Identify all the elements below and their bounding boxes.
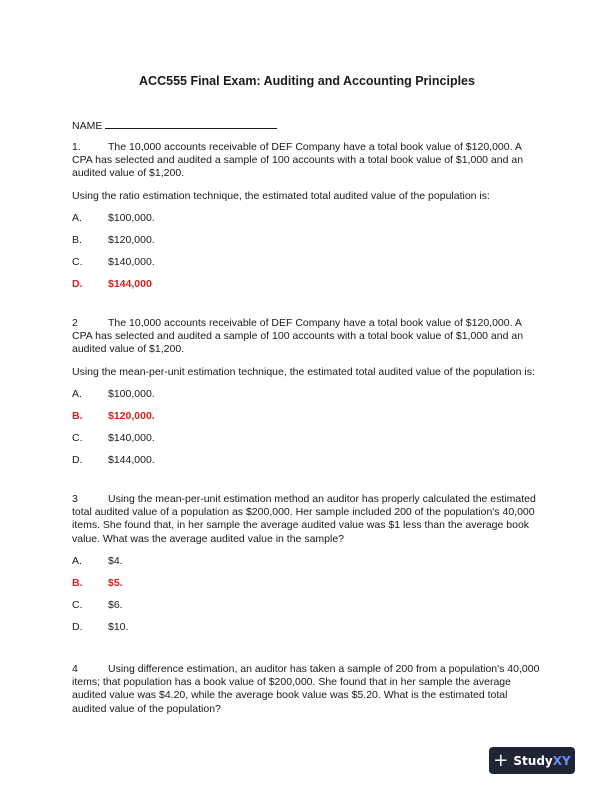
option-letter: B.	[72, 409, 83, 422]
answer-option-d-correct	[72, 278, 542, 300]
answer-option-a	[72, 555, 542, 577]
option-letter: C.	[72, 598, 83, 611]
answer-option-b-correct	[72, 410, 542, 432]
question-number: 3	[72, 493, 78, 505]
question-stem	[72, 141, 542, 181]
option-letter: C.	[72, 431, 83, 444]
answer-option-c	[72, 599, 542, 621]
question-3	[72, 493, 542, 643]
answer-option-a	[72, 212, 542, 234]
logo-text-accent: XY	[552, 753, 571, 768]
answer-option-c	[72, 432, 542, 454]
question-text: The 10,000 accounts receivable of DEF Company have a total book value of $120,000. A CPA has selected and audited a sample of 100 accounts with a total book value of $1,000 and an audited value of $1,200.	[72, 317, 524, 356]
plus-icon: +	[493, 749, 509, 771]
name-blank-line[interactable]	[105, 119, 277, 129]
question-1	[72, 141, 542, 300]
question-4	[72, 663, 542, 716]
answer-options	[72, 212, 542, 300]
name-label: NAME	[72, 120, 103, 132]
option-letter: A.	[72, 554, 82, 567]
question-instruction: Using the ratio estimation technique, the estimated total audited value of the population is:	[72, 189, 490, 202]
question-instruction: Using the mean-per-unit estimation technique, the estimated total audited value of the population is:	[72, 365, 535, 378]
answer-options	[72, 555, 542, 643]
option-text: $140,000.	[108, 255, 155, 268]
option-text: $144,000	[108, 277, 152, 290]
answer-option-b	[72, 234, 542, 256]
question-number: 1.	[72, 141, 81, 153]
option-text: $5.	[108, 576, 123, 589]
option-text: $140,000.	[108, 431, 155, 444]
option-text: $6.	[108, 598, 123, 611]
question-2	[72, 317, 542, 476]
option-text: $10.	[108, 620, 129, 633]
question-number: 4	[72, 663, 78, 675]
answer-option-d	[72, 454, 542, 476]
option-letter: D.	[72, 277, 83, 290]
question-text: The 10,000 accounts receivable of DEF Company have a total book value of $120,000. A CPA has selected and audited a sample of 100 accounts with a total book value of $1,000 and an audited value of $1,200.	[72, 141, 524, 180]
answer-option-a	[72, 388, 542, 410]
question-stem	[72, 317, 542, 357]
option-letter: B.	[72, 233, 82, 246]
studyxy-logo[interactable]	[489, 747, 575, 774]
logo-text-main: Study	[513, 753, 553, 768]
option-text: $100,000.	[108, 211, 155, 224]
option-letter: D.	[72, 453, 83, 466]
page-title: ACC555 Final Exam: Auditing and Accounting Principles	[139, 74, 475, 88]
question-text: Using the mean-per-unit estimation method an auditor has properly calculated the estimated total audited value of a population as $200,000. Her sample included 200 of the population's 40,000 items. She found that, in her sample the average audited value was $1 less than the average book value. What was the average audited value in the sample?	[72, 493, 536, 545]
option-text: $100,000.	[108, 387, 155, 400]
question-stem	[72, 663, 542, 716]
answer-option-c	[72, 256, 542, 278]
option-letter: B.	[72, 576, 83, 589]
option-text: $120,000.	[108, 233, 155, 246]
option-text: $120,000.	[108, 409, 155, 422]
question-text: Using difference estimation, an auditor has taken a sample of 200 from a population's 40,000 items; that population has a book value of $200,000. She found that in her sample the average audited value was $4.20, while the average book value was $5.20. What is the estimated total audited value of the population?	[72, 663, 540, 715]
option-letter: A.	[72, 387, 82, 400]
option-letter: A.	[72, 211, 82, 224]
answer-option-d	[72, 621, 542, 643]
option-letter: C.	[72, 255, 83, 268]
question-stem	[72, 493, 542, 546]
answer-option-b-correct	[72, 577, 542, 599]
option-letter: D.	[72, 620, 83, 633]
question-number: 2	[72, 317, 78, 329]
answer-options	[72, 388, 542, 476]
name-field	[72, 119, 277, 132]
option-text: $144,000.	[108, 453, 155, 466]
option-text: $4.	[108, 554, 123, 567]
